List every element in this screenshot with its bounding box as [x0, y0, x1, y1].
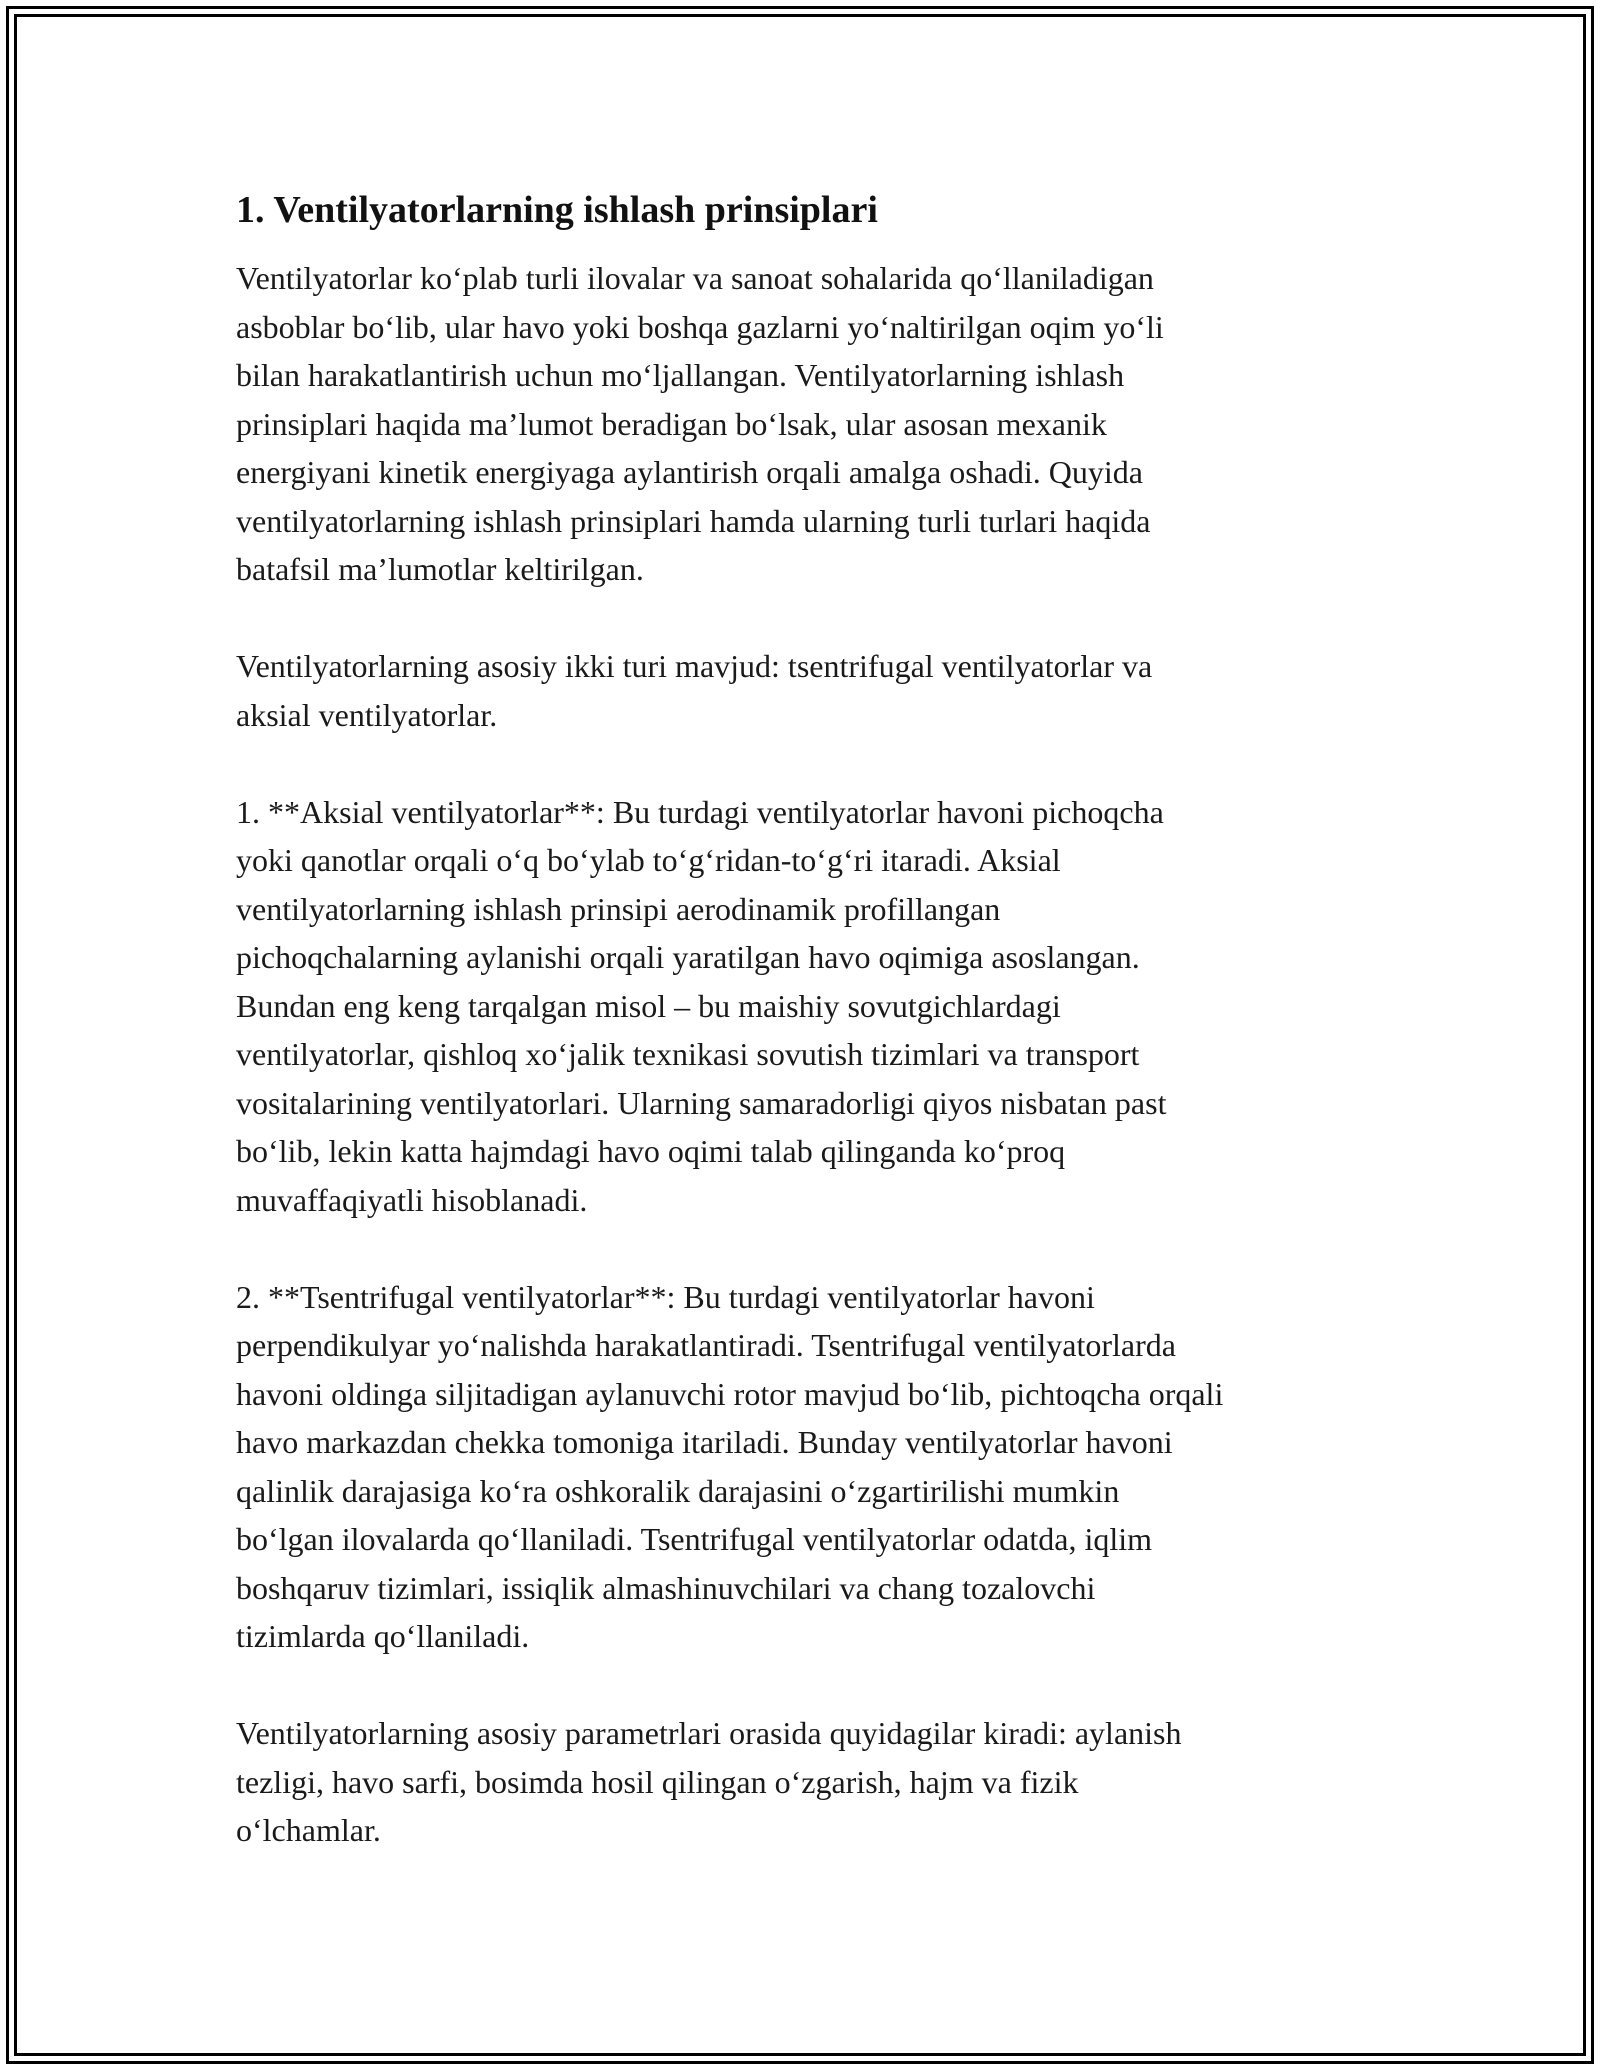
text-line: 2. **Tsentrifugal ventilyatorlar**: Bu turdagi ventilyatorlar havoni — [236, 1278, 1095, 1315]
text-line: vositalarining ventilyatorlari. Ularning samaradorligi qiyos nisbatan past — [236, 1084, 1167, 1121]
text-line: prinsiplari haqida maʼlumot beradigan boʻlsak, ular asosan mexanik — [236, 405, 1107, 442]
text-line: tezligi, havo sarfi, bosimda hosil qilingan oʻzgarish, hajm va fizik — [236, 1763, 1079, 1800]
text-line: Ventilyatorlar koʻplab turli ilovalar va sanoat sohalarida qoʻllaniladigan — [236, 260, 1154, 296]
text-line: ventilyatorlarning ishlash prinsiplari hamda ularning turli turlari haqida — [236, 502, 1151, 539]
text-line: pichoqchalarning aylanishi orqali yaratilgan havo oqimiga asoslangan. — [236, 939, 1140, 975]
text-line: boʻlgan ilovalarda qoʻllaniladi. Tsentrifugal ventilyatorlar odatda, iqlim — [236, 1521, 1153, 1557]
text-line: energiyani kinetik energiyaga aylantirish orqali amalga oshadi. Quyida — [236, 454, 1143, 490]
text-line: bilan harakatlantirish uchun moʻljallangan. Ventilyatorlarning ishlash — [236, 357, 1125, 393]
text-line: ventilyatorlar, qishloq xoʻjalik texnikasi sovutish tizimlari va transport — [236, 1036, 1140, 1072]
paragraph-axial-fans — [236, 788, 1396, 1225]
text-line: batafsil maʼlumotlar keltirilgan. — [236, 551, 644, 587]
text-line: Ventilyatorlarning asosiy ikki turi mavjud: tsentrifugal ventilyatorlar va — [236, 648, 1153, 684]
text-line: tizimlarda qoʻllaniladi. — [236, 1618, 530, 1654]
text-line: havoni oldinga siljitadigan aylanuvchi rotor mavjud boʻlib, pichtoqcha orqali — [236, 1375, 1224, 1412]
text-line: Ventilyatorlarning asosiy parametrlari orasida quyidagilar kiradi: aylanish — [236, 1715, 1182, 1751]
paragraph-centrifugal-fans — [236, 1273, 1396, 1661]
text-line: boʻlib, lekin katta hajmdagi havo oqimi talab qilinganda koʻproq — [236, 1133, 1066, 1169]
text-line: aksial ventilyatorlar. — [236, 696, 498, 733]
text-line: boshqaruv tizimlari, issiqlik almashinuvchilari va chang tozalovchi — [236, 1569, 1096, 1606]
text-line: oʻlchamlar. — [236, 1812, 381, 1848]
text-line: asboblar boʻlib, ular havo yoki boshqa gazlarni yoʻnaltirilgan oqim yoʻli — [236, 308, 1164, 345]
document-body — [236, 186, 1396, 1855]
text-line: Bundan eng keng tarqalgan misol – bu maishiy sovutgichlardagi — [236, 987, 1061, 1024]
paragraph-parameters — [236, 1709, 1396, 1855]
paragraph-types — [236, 642, 1396, 739]
text-line: havo markazdan chekka tomoniga itariladi. Bunday ventilyatorlar havoni — [236, 1424, 1173, 1460]
text-line: perpendikulyar yoʻnalishda harakatlantiradi. Tsentrifugal ventilyatorlarda — [236, 1327, 1176, 1363]
text-line: 1. **Aksial ventilyatorlar**: Bu turdagi ventilyatorlar havoni pichoqcha — [236, 793, 1164, 830]
text-line: yoki qanotlar orqali oʻq boʻylab toʻgʻridan-toʻgʻri itaradi. Aksial — [236, 842, 1061, 878]
text-line: qalinlik darajasiga koʻra oshkoralik darajasini oʻzgartirilishi mumkin — [236, 1472, 1120, 1509]
document-title: 1. Ventilyatorlarning ishlash prinsiplari — [236, 189, 878, 231]
paragraph-intro — [236, 254, 1396, 594]
text-line: ventilyatorlarning ishlash prinsipi aerodinamik profillangan — [236, 890, 1001, 927]
text-line: muvaffaqiyatli hisoblanadi. — [236, 1181, 588, 1218]
